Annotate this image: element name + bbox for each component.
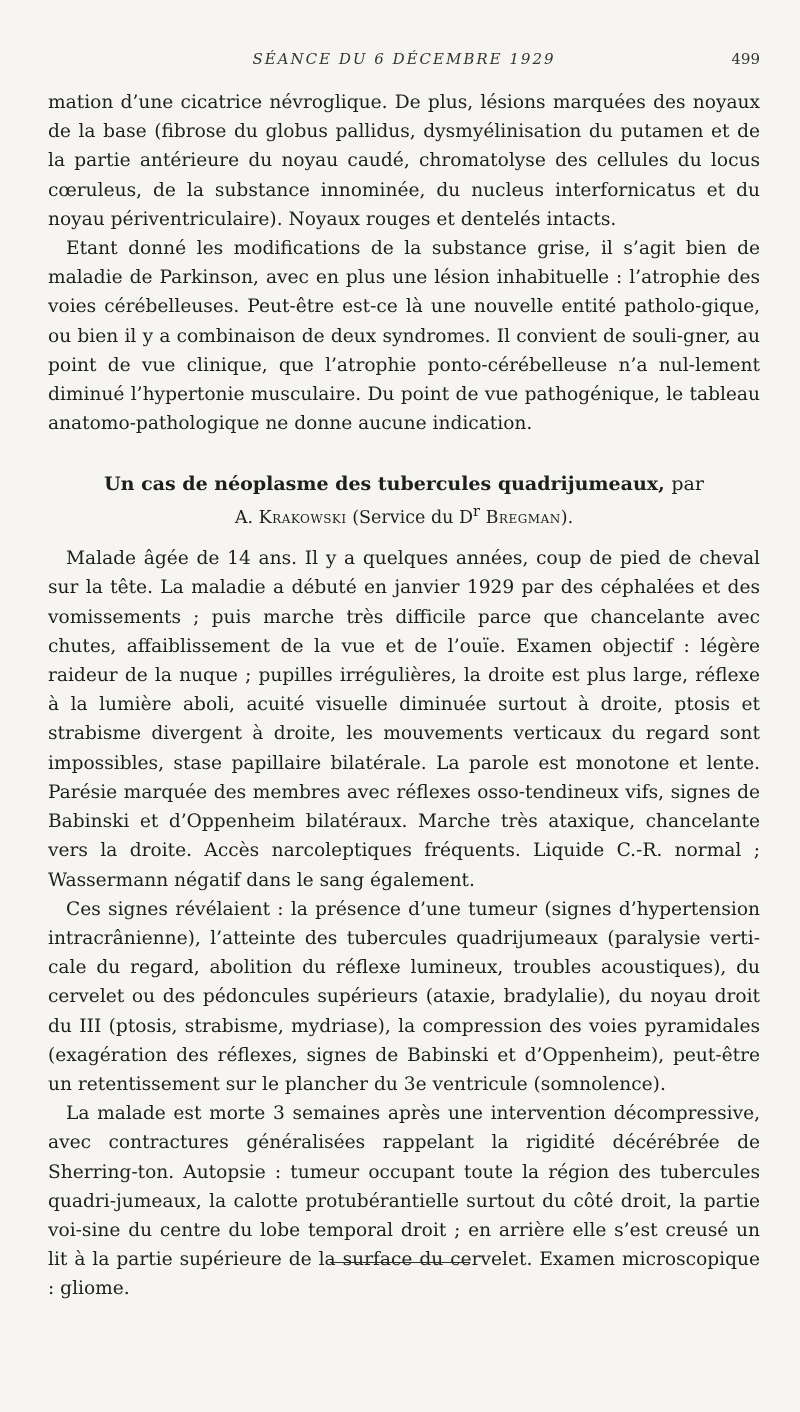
paragraph-continuation: mation d’une cicatrice névroglique. De plus, lésions marquées des noyaux de la base (fibrose du globus pallidus, dysmyélinisation du putamen et de la partie antérieure du noyau caudé, chromatolyse des cellules du locus cœruleus, de la substance innominée, du nucleus interfornicatus et du noyau périventriculaire). Noyaux rouges et dentelés intacts. — [48, 92, 760, 230]
article-heading — [48, 470, 760, 532]
section-end-rule — [330, 1262, 470, 1263]
service-prefix: (Service du D — [352, 508, 474, 529]
paragraph-parkinson-discussion: Etant donné les modifications de la substance grise, il s’agit bien de maladie de Parkinson, avec en plus une lésion inhabituelle : l’atrophie des voies cérébelleuses. Peut-être est-ce là une nouvelle entité patholo-gique, ou bien il y a combinaison de deux syndromes. Il convient de souli-gner, au point de vue clinique, que l’atrophie ponto-cérébelleuse n’a nul-lement diminué l’hypertonie musculaire. Du point de vue pathogénique, le tableau anatomo-pathologique ne donne aucune indication. — [48, 238, 760, 435]
paragraph-case-history: Malade âgée de 14 ans. Il y a quelques années, coup de pied de cheval sur la tête. La maladie a débuté en janvier 1929 par des céphalées et des vomissements ; puis marche très difficile parce que chancelante avec chutes, affaiblissement de la vue et de l’ouïe. Examen objectif : légère raideur de la nuque ; pupilles irrégulières, la droite est plus large, réflexe à la lumière aboli, acuité visuelle diminuée surtout à droite, ptosis et strabisme divergent à droite, les mouvements verticaux du regard sont impossibles, stase papillaire bilatérale. La parole est monotone et lente. Parésie marquée des membres avec réflexes osso-tendineux vifs, signes de Babinski et d’Oppenheim bilatéraux. Marche très ataxique, chancelante vers la droite. Accès narcoleptiques fréquents. Liquide C.-R. normal ; Wassermann négatif dans le sang également. — [48, 548, 760, 891]
paragraph-autopsy: La malade est morte 3 semaines après une intervention décompressive, avec contractures généralisées rappelant la rigidité décérébrée de Sherring-ton. Autopsie : tumeur occupant toute la région des tubercules quadri-jumeaux, la calotte protubérantielle surtout du côté droit, la partie voi-sine du centre du lobe temporal droit ; en arrière elle s’est creusé un lit à la partie supérieure de la surface du cervelet. Examen microscopique : gliome. — [48, 1103, 760, 1300]
page-number: 499 — [731, 50, 760, 68]
article-title-line — [48, 470, 760, 498]
article-title-par: par — [671, 473, 704, 496]
service-suffix: ). — [560, 508, 574, 529]
running-title: SÉANCE DU 6 DÉCEMBRE 1929 — [252, 50, 556, 68]
body-text — [48, 88, 760, 1304]
author-initial: A. — [234, 508, 254, 529]
article-byline — [48, 498, 760, 532]
page-header — [48, 50, 760, 74]
service-name: Bregman — [485, 508, 561, 529]
paragraph-signs: Ces signes révélaient : la présence d’une tumeur (signes d’hypertension intracrânienne), l’atteinte des tubercules quadrijumeaux (paralysie verti-cale du regard, abolition du réflexe lumineux, troubles acoustiques), du cervelet ou des pédoncules supérieurs (ataxie, bradylalie), du noyau droit du III (ptosis, strabisme, mydriase), la compression des voies pyramidales (exagération des réflexes, signes de Babinski et d’Oppenheim), peut-être un retentissement sur le plancher du 3e ventricule (somnolence). — [48, 898, 760, 1095]
article-title: Un cas de néoplasme des tubercules quadrijumeaux, — [104, 473, 665, 496]
service-sup: r — [473, 503, 480, 521]
author-name: Krakowski — [258, 508, 347, 529]
